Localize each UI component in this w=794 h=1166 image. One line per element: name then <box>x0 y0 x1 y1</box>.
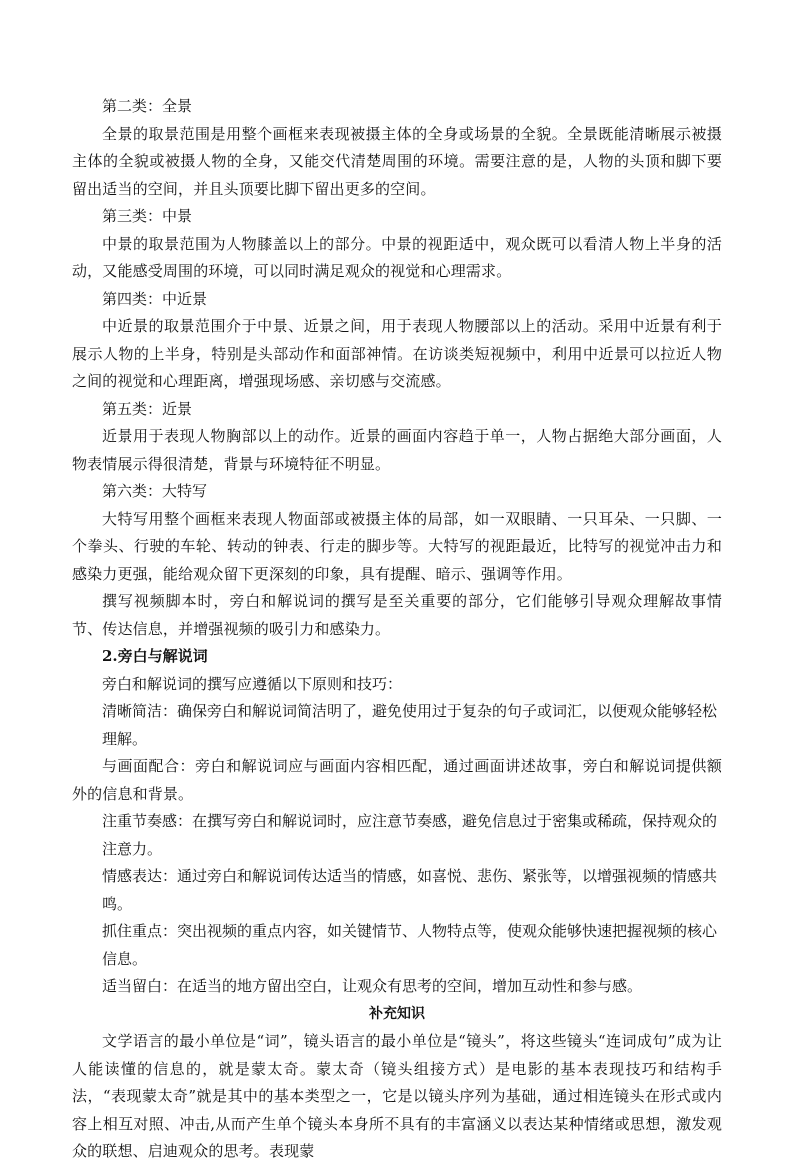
section-heading-jinjing: 第五类：近景 <box>102 399 193 418</box>
supplement-heading: 补充知识 <box>369 1005 425 1022</box>
list-item-emotion: 情感表达：通过旁白和解说词传达适当的情感，如喜悦、悲伤、紧张等，以增强视频的情感共鸣。 <box>102 867 718 913</box>
list-item-rhythm: 注重节奏感：在撰写旁白和解说词时，应注意节奏感，避免信息过于密集或稀疏，保持观众的注意力。 <box>102 812 718 858</box>
paragraph-zhongjing: 中景的取景范围为人物膝盖以上的部分。中景的视距适中，观众既可以看清人物上半身的活动，又能感受周围的环境，可以同时满足观众的视觉和心理需求。 <box>72 234 722 280</box>
section-heading-datexie: 第六类：大特写 <box>102 482 208 500</box>
section-heading-narration: 2.旁白与解说词 <box>102 647 208 665</box>
section-heading-zhongjinjing: 第四类：中近景 <box>102 289 208 308</box>
paragraph-quanjing: 全景的取景范围是用整个画框来表现被摄主体的全身或场景的全貌。全景既能清晰展示被摄主体的全貌或被摄人物的全身，又能交代清楚周围的环境。需要注意的是，人物的头顶和脚下要留出适当的空间，并且头顶要比脚下留出更多的空间。 <box>72 124 722 198</box>
paragraph-jinjing: 近景用于表现人物胸部以上的动作。近景的画面内容趋于单一，人物占据绝大部分画面，人物表情展示得很清楚，背景与环境特征不明显。 <box>72 427 722 473</box>
paragraph-principles-intro: 旁白和解说词的撰写应遵循以下原则和技巧： <box>102 674 403 693</box>
section-heading-quanjing: 第二类：全景 <box>102 97 193 115</box>
document-page <box>72 93 722 1166</box>
section-heading-zhongjing: 第三类：中景 <box>102 207 193 225</box>
list-item-key-points: 抓住重点：突出视频的重点内容，如关键情节、人物特点等，使观众能够快速把握视频的核心信息。 <box>102 922 718 968</box>
paragraph-datexie: 大特写用整个画框来表现人物面部或被摄主体的局部，如一双眼睛、一只耳朵、一只脚、一个拳头、行驶的车轮、转动的钟表、行走的脚步等。大特写的视距最近，比特写的视觉冲击力和感染力更强，能给观众留下更深刻的印象，具有提醒、暗示、强调等作用。 <box>72 509 722 583</box>
list-item-match-visuals: 与画面配合：旁白和解说词应与画面内容相匹配，通过画面讲述故事，旁白和解说词提供额外的信息和背景。 <box>72 757 722 803</box>
paragraph-montage: 文学语言的最小单位是“词”，镜头语言的最小单位是“镜头”，将这些镜头“连词成句”成为让人能读懂的信息的，就是蒙太奇。蒙太奇（镜头组接方式）是电影的基本表现技巧和结构手法，“表现蒙太奇”就是其中的基本类型之一，它是以镜头序列为基础，通过相连镜头在形式或内容上相互对照、冲击,从而产生单个镜头本身所不具有的丰富涵义以表达某种情绪或思想，激发观众的联想、启迪观众的思考。表现蒙 <box>72 1032 722 1160</box>
list-item-clear-concise: 清晰简洁：确保旁白和解说词简洁明了，避免使用过于复杂的句子或词汇，以便观众能够轻松理解。 <box>102 702 718 748</box>
paragraph-script-writing: 撰写视频脚本时，旁白和解说词的撰写是至关重要的部分，它们能够引导观众理解故事情节、传达信息，并增强视频的吸引力和感染力。 <box>72 592 722 638</box>
list-item-whitespace: 适当留白：在适当的地方留出空白，让观众有思考的空间，增加互动性和参与感。 <box>102 977 643 995</box>
paragraph-zhongjinjing: 中近景的取景范围介于中景、近景之间，用于表现人物腰部以上的活动。采用中近景有利于展示人物的上半身，特别是头部动作和面部神情。在访谈类短视频中，利用中近景可以拉近人物之间的视觉和心理距离，增强现场感、亲切感与交流感。 <box>72 317 722 390</box>
